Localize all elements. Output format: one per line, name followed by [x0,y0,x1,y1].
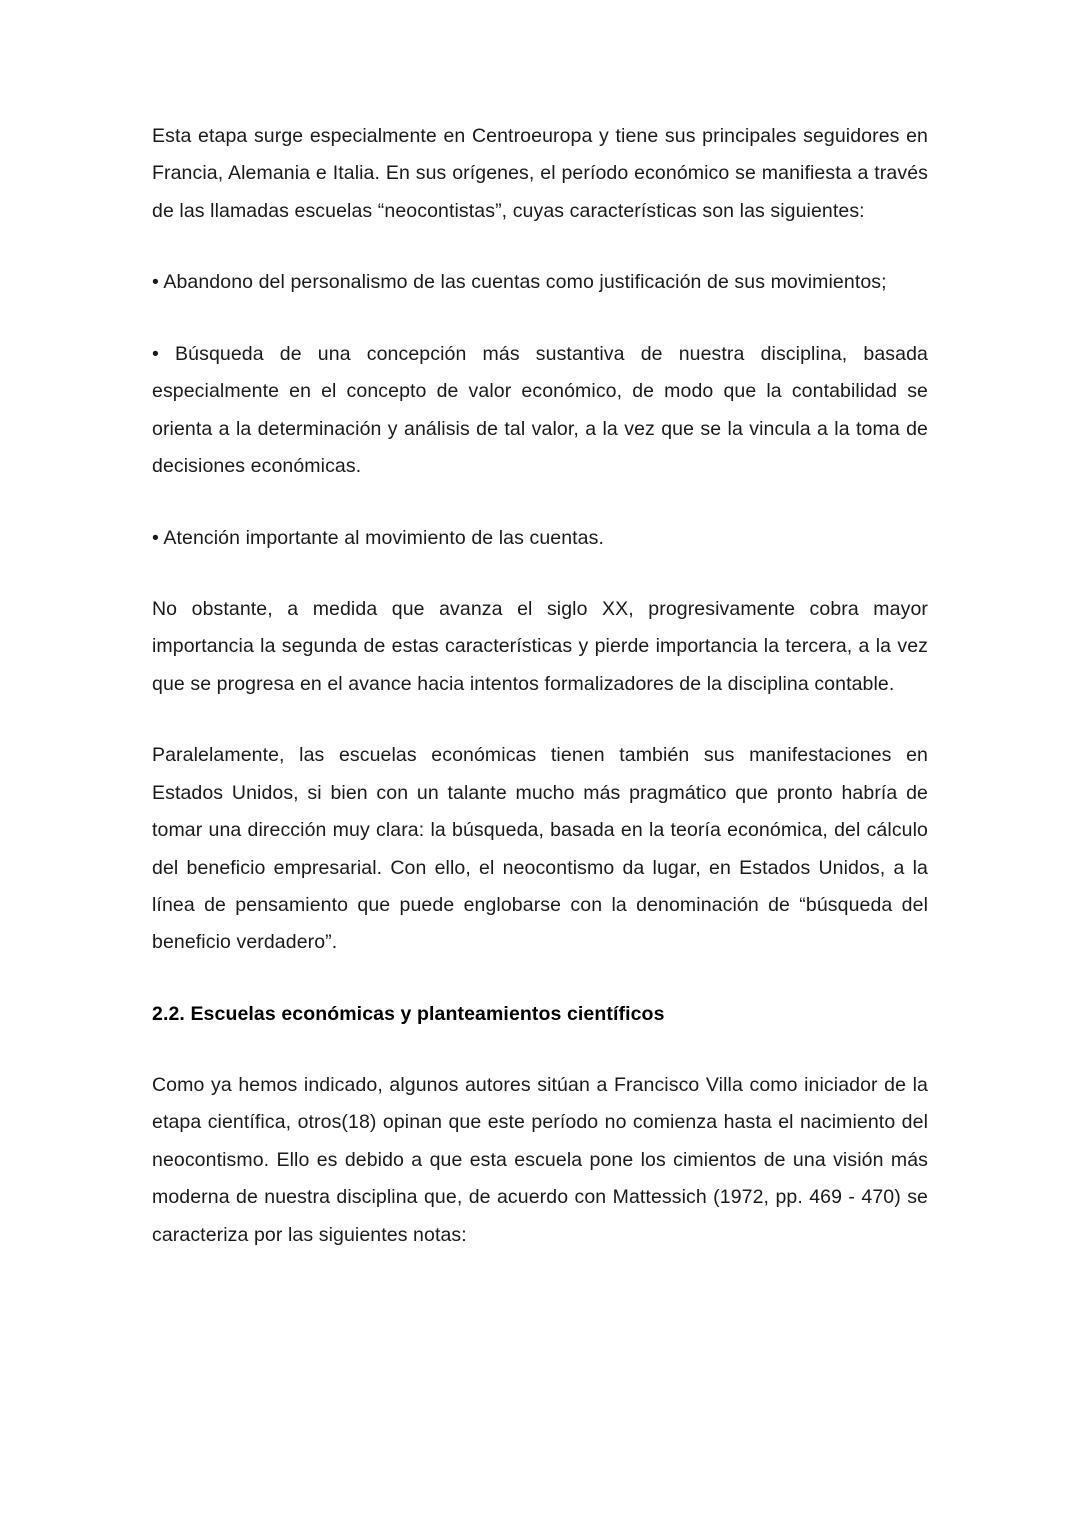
section-heading-2-2: 2.2. Escuelas económicas y planteamientos científicos [152,1002,665,1025]
paragraph-como-ya-hemos-indicado: Como ya hemos indicado, algunos autores sitúan a Francisco Villa como iniciador de la etapa científica, otros(18) opinan que este período no comienza hasta el nacimiento del neocontismo. Ello es debido a que esta escuela pone los cimientos de una visión más moderna de nuestra disciplina que, de acuerdo con Mattessich (1972, pp. 469 - 470) se caracteriza por las siguientes notas: [152,1073,928,1246]
bullet-item-busqueda: • Búsqueda de una concepción más sustantiva de nuestra disciplina, basada especialmente en el concepto de valor económico, de modo que la contabilidad se orienta a la determinación y análisis de tal valor, a la vez que se la vincula a la toma de decisiones económicas. [152,342,928,478]
bullet-item-abandono: • Abandono del personalismo de las cuentas como justificación de sus movimientos; [152,271,887,294]
paragraph-paralelamente: Paralelamente, las escuelas económicas tienen también sus manifestaciones en Estados Unidos, si bien con un talante mucho más pragmático que pronto habría de tomar una dirección muy clara: la búsqueda, basada en la teoría económica, del cálculo del beneficio empresarial. Con ello, el neocontismo da lugar, en Estados Unidos, a la línea de pensamiento que puede englobarse con la denominación de “búsqueda del beneficio verdadero”. [152,744,928,954]
paragraph-no-obstante: No obstante, a medida que avanza el siglo XX, progresivamente cobra mayor importancia la segunda de estas características y pierde importancia la tercera, a la vez que se progresa en el avance hacia intentos formalizadores de la disciplina contable. [152,597,928,695]
document-body [152,118,928,1254]
bullet-item-atencion: • Atención importante al movimiento de las cuentas. [152,526,604,549]
paragraph-intro: Esta etapa surge especialmente en Centroeuropa y tiene sus principales seguidores en Francia, Alemania e Italia. En sus orígenes, el período económico se manifiesta a través de las llamadas escuelas “neocontistas”, cuyas características son las siguientes: [152,125,928,222]
